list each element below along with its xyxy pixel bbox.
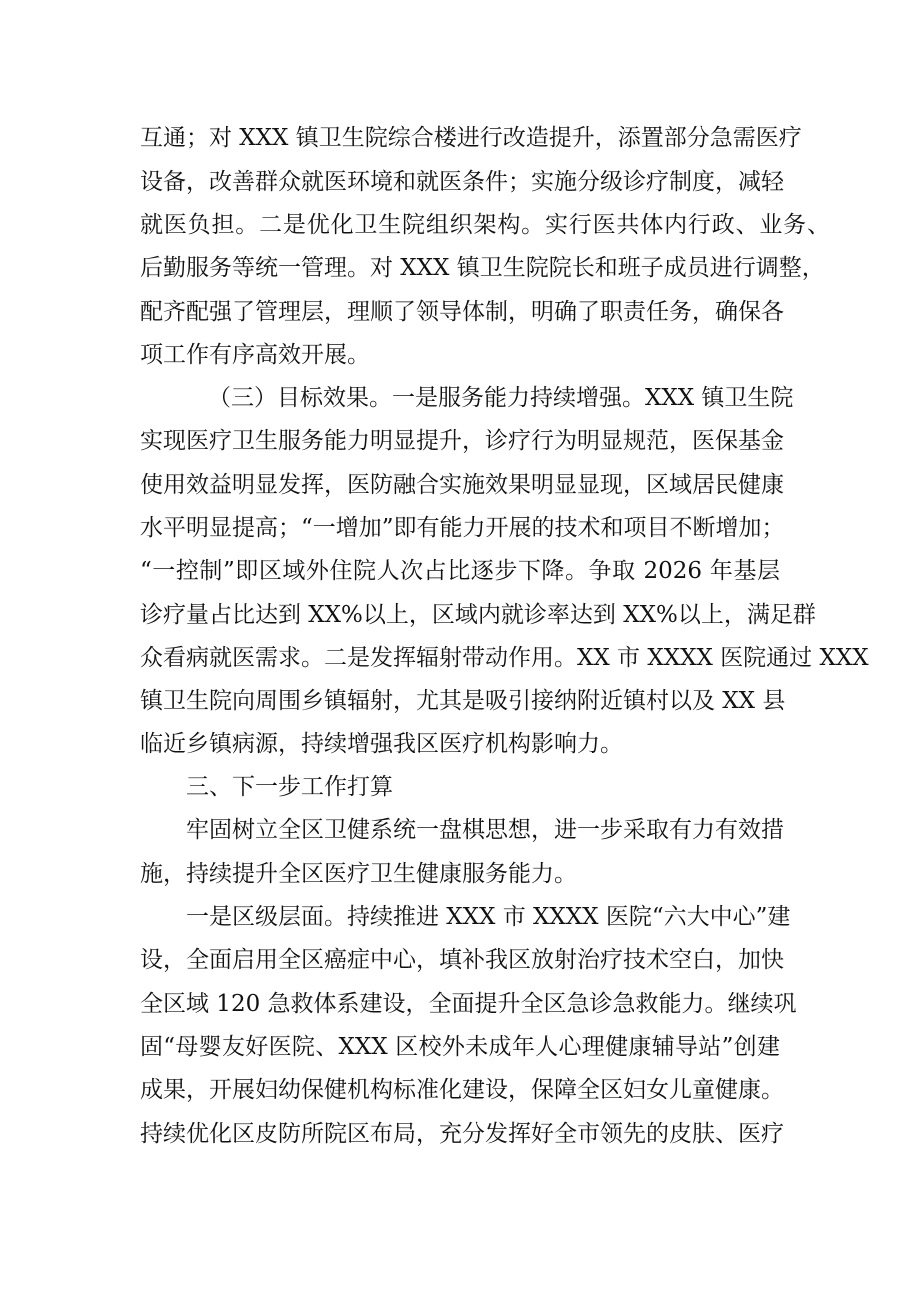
text-line: 成果，开展妇幼保健机构标准化建设，保障全区妇女儿童健康。 (140, 1077, 784, 1103)
text-line: 设备，改善群众就医环境和就医条件；实施分级诊疗制度，减轻 (140, 169, 784, 195)
text-line: 使用效益明显发挥，医防融合实施效果明显显现，区域居民健康 (140, 472, 784, 498)
text-line: 后勤服务等统一管理。对 XXX 镇卫生院院长和班子成员进行调整， (140, 255, 825, 281)
text-line: 镇卫生院向周围乡镇辐射，尤其是吸引接纳附近镇村以及 XX 县 (140, 688, 786, 714)
text-line: 牢固树立全区卫健系统一盘棋思想，进一步采取有力有效措 (186, 817, 784, 843)
text-line: 互通；对 XXX 镇卫生院综合楼进行改造提升，添置部分急需医疗 (140, 125, 802, 151)
text-line: 持续优化区皮防所院区布局，充分发挥好全市领先的皮肤、医疗 (140, 1121, 784, 1147)
text-line: 临近乡镇病源，持续增强我区医疗机构影响力。 (140, 731, 623, 757)
text-line: 全区域 120 急救体系建设，全面提升全区急诊急救能力。继续巩 (140, 991, 797, 1017)
text-line: 实现医疗卫生服务能力明显提升，诊疗行为明显规范，医保基金 (140, 428, 784, 454)
text-line: 一是区级层面。持续推进 XXX 市 XXXX 医院“六大中心”建 (186, 904, 791, 930)
text-line: 项工作有序高效开展。 (140, 342, 370, 368)
text-line: 配齐配强了管理层，理顺了领导体制，明确了职责任务，确保各 (140, 299, 784, 325)
text-line: 施，持续提升全区医疗卫生健康服务能力。 (140, 861, 577, 887)
text-line: 设，全面启用全区癌症中心，填补我区放射治疗技术空白，加快 (140, 947, 784, 973)
section-subheading-line: （三）目标效果。一是服务能力持续增强。XXX 镇卫生院 (208, 385, 794, 411)
text-line: 众看病就医需求。二是发挥辐射带动作用。XX 市 XXXX 医院通过 XXX (140, 645, 869, 671)
text-line: “一控制”即区域外住院人次占比逐步下降。争取 2026 年基层 (140, 558, 780, 584)
section-heading: 三、下一步工作打算 (186, 774, 393, 800)
text-line: 诊疗量占比达到 XX%以上，区域内就诊率达到 XX%以上，满足群 (140, 602, 816, 628)
text-line: 就医负担。二是优化卫生院组织架构。实行医共体内行政、业务、 (140, 212, 830, 238)
text-line: 水平明显提高；“一增加”即有能力开展的技术和项目不断增加； (140, 515, 785, 541)
text-line: 固“母婴友好医院、XXX 区校外未成年人心理健康辅导站”创建 (140, 1034, 780, 1060)
